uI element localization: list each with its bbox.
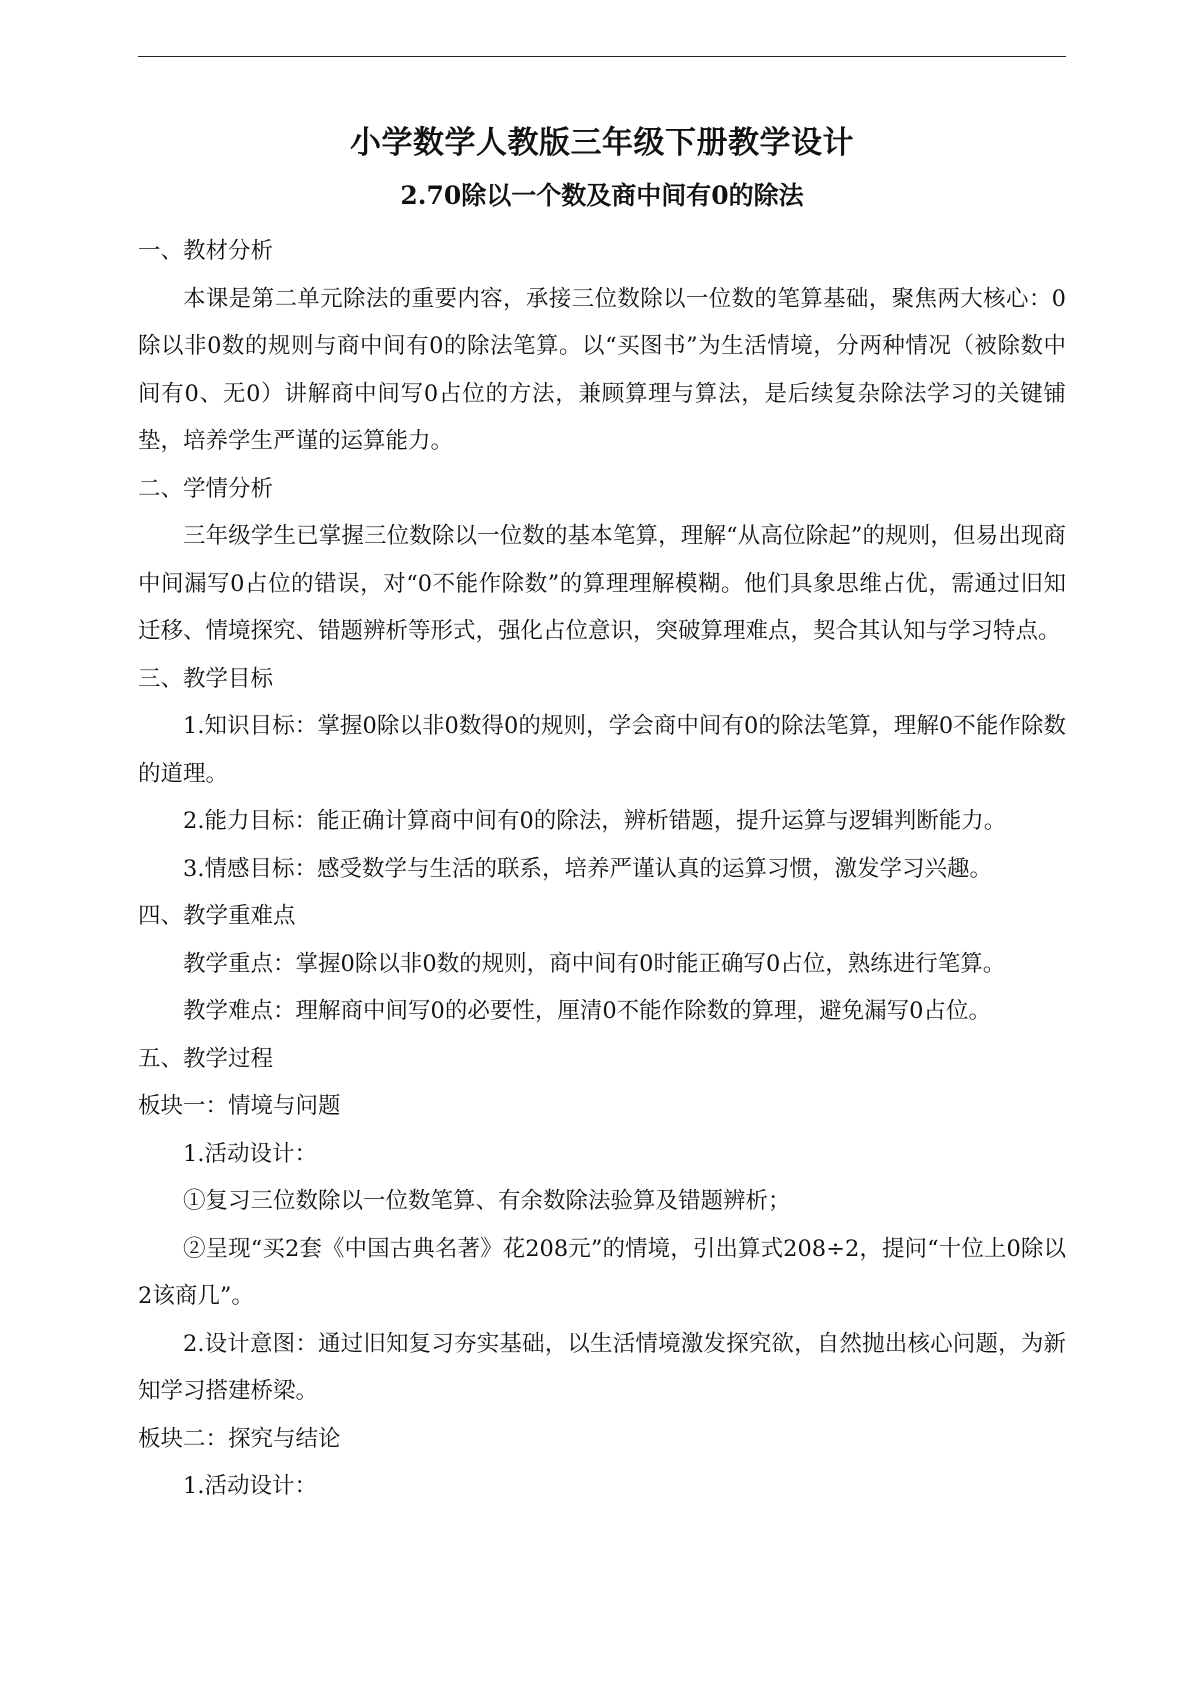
document-page: [138, 118, 1066, 1511]
section-heading-student: 二、学情分析: [138, 475, 274, 502]
key-point-paragraph: 教学重点：掌握0除以非0数的规则，商中间有0时能正确写0占位，熟练进行笔算。: [183, 950, 1006, 977]
section-heading-goals: 三、教学目标: [138, 665, 274, 692]
section-heading-keypoints: 四、教学重难点: [138, 903, 296, 929]
goal-knowledge: 1.知识目标：掌握0除以非0数得0的规则，学会商中间有0的除法笔算，理解0不能作除数的道理。: [138, 713, 1066, 787]
material-analysis-paragraph: 本课是第二单元除法的重要内容，承接三位数除以一位数的笔算基础，聚焦两大核心：0除以非0数的规则与商中间有0的除法笔算。以“买图书”为生活情境，分两种情况（被除数中间有0、无0）讲解商中间写0占位的方法，兼顾算理与算法，是后续复杂除法学习的关键铺垫，培养学生严谨的运算能力。: [138, 285, 1066, 454]
block1-activity-item-2: ②呈现“买2套《中国古典名著》花208元”的情境，引出算式208÷2，提问“十位上0除以2该商几”。: [138, 1235, 1066, 1309]
block2-heading: 板块二：探究与结论: [138, 1425, 341, 1452]
document-title: 小学数学人教版三年级下册教学设计: [350, 125, 854, 161]
document-subtitle: 2.70除以一个数及商中间有0的除法: [400, 181, 804, 210]
student-analysis-paragraph: 三年级学生已掌握三位数除以一位数的基本笔算，理解“从高位除起”的规则，但易出现商中间漏写0占位的错误，对“0不能作除数”的算理理解模糊。他们具象思维占优，需通过旧知迁移、情境探究、错题辨析等形式，强化占位意识，突破算理难点，契合其认知与学习特点。: [138, 523, 1066, 644]
section-heading-process: 五、教学过程: [138, 1045, 274, 1072]
difficult-point-paragraph: 教学难点：理解商中间写0的必要性，厘清0不能作除数的算理，避免漏写0占位。: [183, 998, 991, 1024]
section-heading-material: 一、教材分析: [138, 238, 274, 264]
header-rule: [138, 56, 1066, 57]
block1-heading: 板块一：情境与问题: [138, 1093, 341, 1119]
block1-activity-label: 1.活动设计：: [183, 1140, 317, 1167]
goal-emotion: 3.情感目标：感受数学与生活的联系，培养严谨认真的运算习惯，激发学习兴趣。: [183, 855, 992, 882]
block1-design-intent: 2.设计意图：通过旧知复习夯实基础，以生活情境激发探究欲，自然抛出核心问题，为新知学习搭建桥梁。: [138, 1330, 1066, 1404]
goal-ability: 2.能力目标：能正确计算商中间有0的除法，辨析错题，提升运算与逻辑判断能力。: [183, 808, 1007, 834]
block2-activity-label: 1.活动设计：: [183, 1473, 317, 1499]
block1-activity-item-1: ①复习三位数除以一位数笔算、有余数除法验算及错题辨析；: [183, 1188, 791, 1214]
